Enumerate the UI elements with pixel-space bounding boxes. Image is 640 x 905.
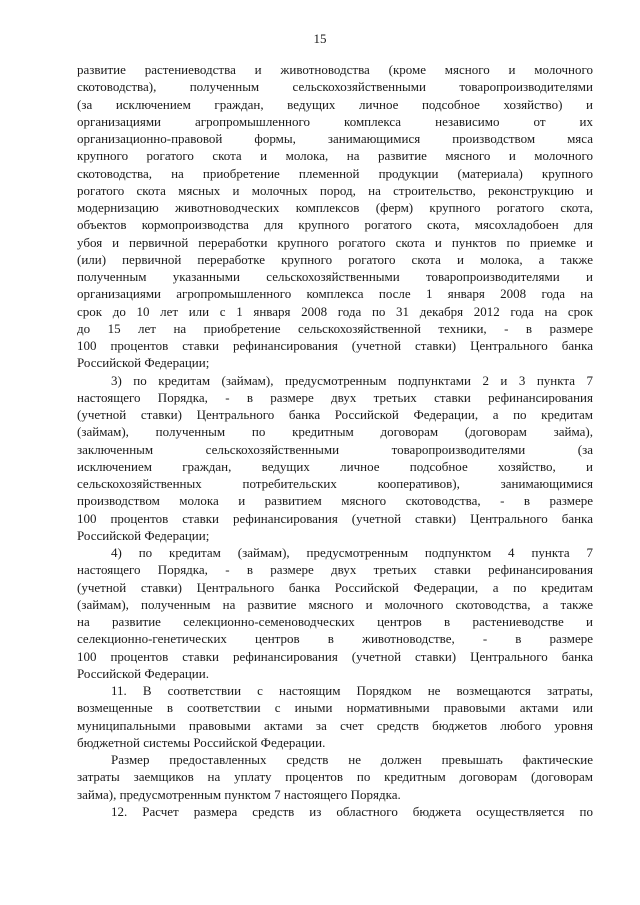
text-line: 11. В соответствии с настоящим Порядком не возмещаются затраты,	[111, 683, 593, 698]
text-line: Российской Федерации;	[77, 355, 210, 371]
text-line: Размер предоставленных средств не должен превышать фактические	[111, 752, 593, 767]
text-line: Российской Федерации;	[77, 527, 210, 543]
text-line: займа), предусмотренным пунктом 7 настоящего Порядка.	[77, 786, 401, 802]
text-line: исключением граждан, ведущих личное подсобное хозяйство, и	[77, 458, 593, 474]
text-line: настоящего Порядка, - в размере двух третьих ставки рефинансирования	[77, 562, 593, 578]
text-line: (или) первичной переработке крупного рогатого скота и молока, а также	[77, 251, 593, 267]
text-line: скотоводства), полученным сельскохозяйственными товаропроизводителями	[77, 79, 593, 95]
text-line: до 15 лет на приобретение сельскохозяйственной техники, - в размере	[77, 320, 593, 336]
text-line: 100 процентов ставки рефинансирования (учетной ставки) Центрального банка	[77, 510, 593, 526]
text-line: 3) по кредитам (займам), предусмотренным подпунктами 2 и 3 пункта 7	[111, 372, 593, 388]
text-line: Российской Федерации.	[77, 665, 209, 681]
text-line: муниципальными правовыми актами за счет средств бюджетов любого уровня	[77, 717, 593, 733]
paragraph-continuation	[77, 61, 593, 372]
text-line: бюджетной системы Российской Федерации.	[77, 734, 326, 750]
paragraph-limit	[77, 751, 593, 803]
text-line: 100 процентов ставки рефинансирования (учетной ставки) Центрального банка	[77, 338, 593, 353]
text-line: убоя и первичной переработки крупного рогатого скота и пунктов по приемке и	[77, 234, 593, 250]
text-line: затраты заемщиков на уплату процентов по кредитным договорам (договорам	[77, 769, 593, 785]
text-line: организациями агропромышленного комплекса после 1 января 2008 года на	[77, 286, 593, 302]
text-line: 12. Расчет размера средств из областного бюджета осуществляется по	[111, 803, 593, 819]
text-line: полученным указанными сельскохозяйственными товаропроизводителями и	[77, 269, 593, 284]
text-line: 4) по кредитам (займам), предусмотренным подпунктом 4 пункта 7	[111, 545, 593, 560]
text-line: сельскохозяйственных потребительских кооперативов), занимающимися	[77, 476, 593, 491]
text-line: настоящего Порядка, - в размере двух третьих ставки рефинансирования	[77, 389, 593, 405]
text-line: организациями агропромышленного комплекса независимо от их	[77, 113, 593, 129]
text-line: (за исключением граждан, ведущих личное подсобное хозяйство) и	[77, 96, 593, 112]
text-line: селекционно-генетических центров в животноводстве, - в размере	[77, 631, 593, 647]
text-line: (займам), полученным по кредитным договорам (договорам займа),	[77, 424, 593, 440]
paragraph-item-4	[77, 544, 593, 682]
text-line: организационно-правовой формы, занимающимися производством мяса	[77, 131, 593, 146]
text-line: крупного рогатого скота и молока, на развитие мясного и молочного	[77, 148, 593, 164]
text-line: (займам), полученным на развитие мясного и молочного скотоводства, а также	[77, 596, 593, 612]
text-line: на развитие селекционно-семеноводческих центров в растениеводстве и	[77, 614, 593, 629]
paragraph-item-3	[77, 372, 593, 545]
text-line: 100 процентов ставки рефинансирования (учетной ставки) Центрального банка	[77, 648, 593, 664]
text-line: (учетной ставки) Центрального банка Российской Федерации, а по кредитам	[77, 579, 593, 595]
text-line: (учетной ставки) Центрального банка Российской Федерации, а по кредитам	[77, 407, 593, 422]
paragraph-clause-12	[77, 803, 593, 820]
text-line: заключенным сельскохозяйственными товаропроизводителями (за	[77, 441, 593, 457]
text-line: развитие растениеводства и животноводства (кроме мясного и молочного	[77, 62, 593, 77]
text-line: возмещенные в соответствии с иными нормативными правовыми актами или	[77, 700, 593, 716]
text-line: скотоводства, на приобретение племенной продукции (материала) крупного	[77, 165, 593, 181]
text-line: объектов кормопроизводства для крупного рогатого скота, мясохладобоен для	[77, 217, 593, 233]
page-number: 15	[313, 31, 327, 46]
paragraph-clause-11	[77, 682, 593, 751]
document-body	[77, 61, 593, 820]
text-line: модернизацию животноводческих комплексов (ферм) крупного рогатого скота,	[77, 200, 593, 215]
text-line: рогатого скота мясных и молочных пород, на строительство, реконструкцию и	[77, 182, 593, 198]
text-line: срок до 10 лет или с 1 января 2008 года по 31 декабря 2012 года на срок	[77, 303, 593, 319]
text-line: производством молока и развитием мясного скотоводства, - в размере	[77, 493, 593, 509]
